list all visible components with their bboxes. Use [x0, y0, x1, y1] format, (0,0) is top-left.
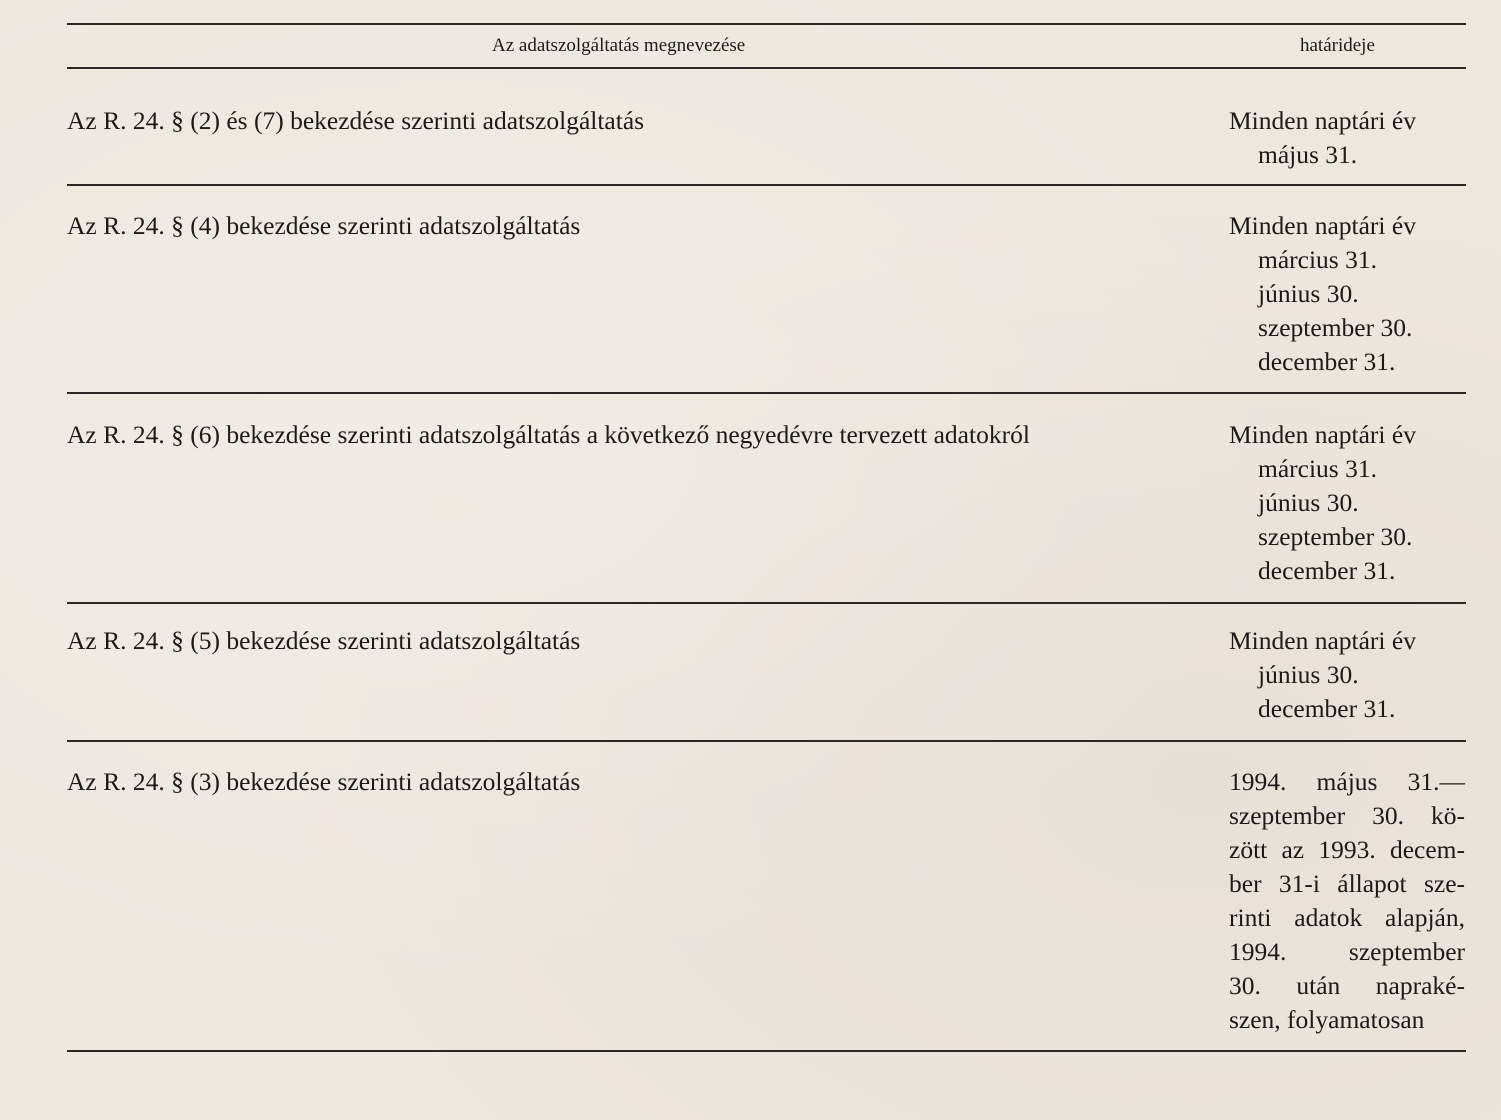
deadline-date: március 31. — [1258, 245, 1377, 274]
row-divider — [67, 392, 1466, 394]
deadline-line: 1994. május 31.— — [1229, 767, 1465, 796]
deadline-line: zött az 1993. decem- — [1229, 835, 1465, 864]
deadline-lead: Minden naptári év — [1229, 106, 1416, 135]
header-deadline-column: határideje — [1300, 35, 1375, 56]
row-description: Az R. 24. § (5) bekezdése szerinti adatszolgáltatás — [67, 626, 581, 655]
header-name-column: Az adatszolgáltatás megnevezése — [492, 35, 746, 56]
row-divider — [67, 184, 1466, 186]
deadline-line: rinti adatok alapján, — [1229, 903, 1465, 932]
deadline-lead: Minden naptári év — [1229, 420, 1416, 449]
deadline-date: június 30. — [1258, 279, 1359, 308]
deadline-line: ber 31-i állapot sze- — [1229, 869, 1465, 898]
row-divider — [67, 740, 1466, 742]
table-bottom-rule — [67, 1050, 1466, 1052]
row-divider — [67, 602, 1466, 604]
deadline-date: március 31. — [1258, 454, 1377, 483]
deadline-date: június 30. — [1258, 488, 1359, 517]
deadline-lead: Minden naptári év — [1229, 626, 1416, 655]
deadline-date: december 31. — [1258, 347, 1396, 376]
table-top-rule — [67, 23, 1466, 25]
deadline-date: szeptember 30. — [1258, 313, 1413, 342]
deadline-lead: Minden naptári év — [1229, 211, 1416, 240]
deadline-date: december 31. — [1258, 694, 1396, 723]
header-bottom-rule — [67, 67, 1466, 69]
row-deadline — [1229, 624, 1465, 726]
row-description: Az R. 24. § (3) bekezdése szerinti adatszolgáltatás — [67, 767, 581, 796]
row-deadline — [1229, 209, 1465, 379]
deadline-line: 30. után napraké- — [1229, 971, 1465, 1000]
deadline-line: 1994. szeptember — [1229, 937, 1465, 966]
row-description: Az R. 24. § (6) bekezdése szerinti adatszolgáltatás a következő negyedévre tervezett adatokról — [67, 420, 1030, 449]
deadline-line: szeptember 30. kö- — [1229, 801, 1465, 830]
row-deadline — [1229, 418, 1465, 588]
row-description: Az R. 24. § (4) bekezdése szerinti adatszolgáltatás — [67, 211, 581, 240]
deadline-date: június 30. — [1258, 660, 1359, 689]
row-deadline — [1229, 104, 1465, 172]
deadline-date: december 31. — [1258, 556, 1396, 585]
row-description: Az R. 24. § (2) és (7) bekezdése szerinti adatszolgáltatás — [67, 106, 645, 135]
deadline-date: május 31. — [1258, 140, 1358, 169]
deadline-line: szen, folyamatosan — [1229, 1005, 1425, 1034]
deadline-date: szeptember 30. — [1258, 522, 1413, 551]
row-deadline — [1229, 765, 1465, 1037]
